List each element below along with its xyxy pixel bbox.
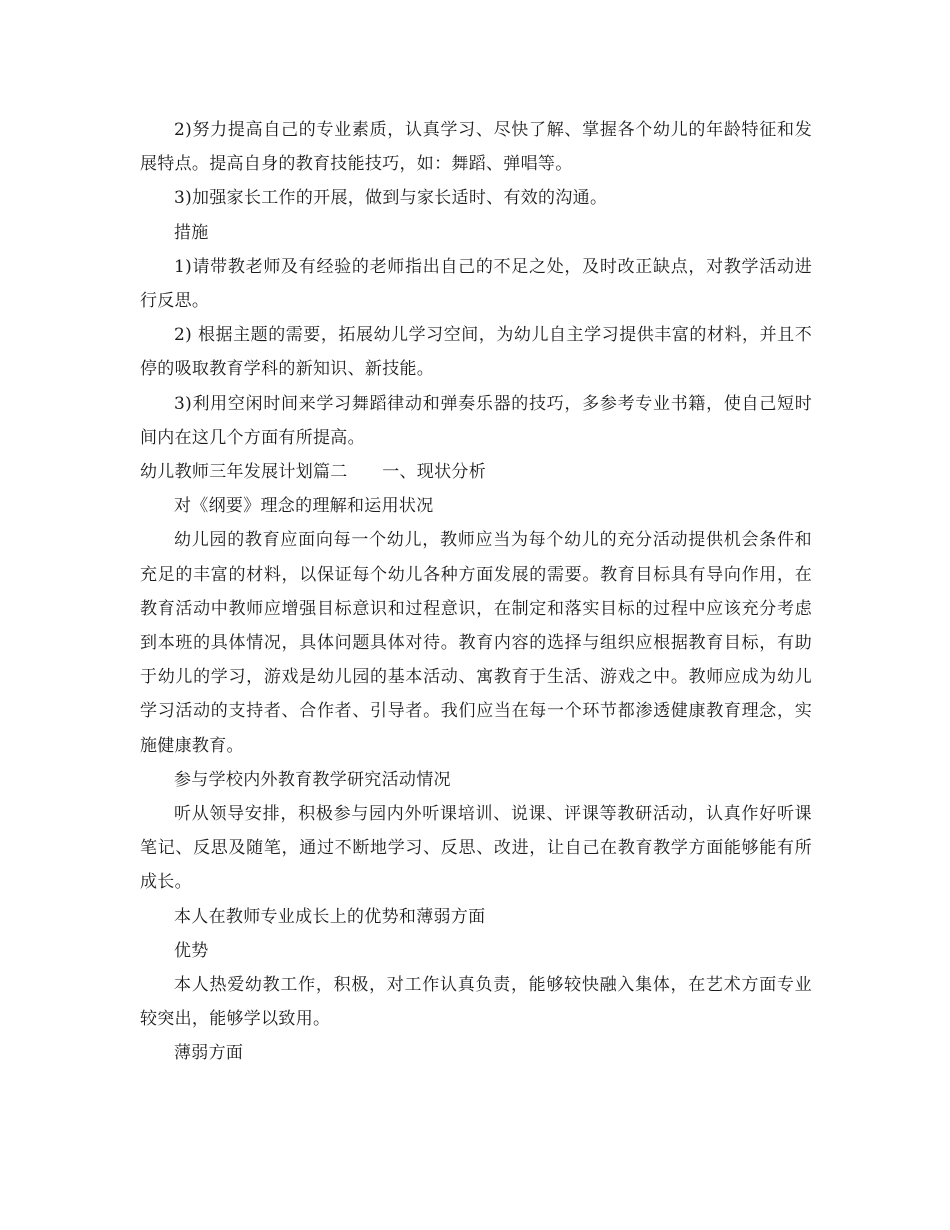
paragraph: 2) 根据主题的需要，拓展幼儿学习空间，为幼儿自主学习提供丰富的材料，并且不停的吸取教育学科的新知识、新技能。 (140, 325, 812, 380)
paragraph: 本人热爱幼教工作，积极，对工作认真负责，能够较快融入集体，在艺术方面专业较突出，能够学以致用。 (140, 975, 812, 1030)
paragraph: 幼儿园的教育应面向每一个幼儿，教师应当为每个幼儿的充分活动提供机会条件和充足的丰富的材料，以保证每个幼儿各种方面发展的需要。教育目标具有导向作用，在教育活动中教师应增强目标意识和过程意识，在制定和落实目标的过程中应该充分考虑到本班的具体情况，具体问题具体对待。教育内容的选择与组织应根据教育目标，有助于幼儿的学习，游戏是幼儿园的基本活动、寓教育于生活、游戏之中。教师应成为幼儿学习活动的支持者、合作者、引导者。我们应当在每一个环节都渗透健康教育理念，实施健康教育。 (140, 530, 812, 756)
section-heading: 本人在教师专业成长上的优势和薄弱方面 (174, 906, 486, 927)
paragraph: 3)加强家长工作的开展，做到与家长适时、有效的沟通。 (174, 188, 608, 209)
paragraph: 听从领导安排，积极参与园内外听课培训、说课、评课等教研活动，认真作好听课笔记、反思及随笔，通过不断地学习、反思、改进，让自己在教育教学方面能够能有所成长。 (140, 804, 812, 893)
paragraph: 3)利用空闲时间来学习舞蹈律动和弹奏乐器的技巧，多参考专业书籍，使自己短时间内在这几个方面有所提高。 (140, 393, 812, 448)
section-heading: 参与学校内外教育教学研究活动情况 (174, 769, 451, 790)
paragraph: 1)请带教老师及有经验的老师指出自己的不足之处，及时改正缺点，对教学活动进行反思。 (140, 256, 812, 312)
section-heading: 对《纲要》理念的理解和运用状况 (174, 496, 434, 517)
chapter-heading: 幼儿教师三年发展计划篇二 一、现状分析 (140, 462, 486, 483)
document-body (140, 113, 812, 1071)
section-heading: 措施 (174, 222, 209, 243)
section-heading: 优势 (174, 940, 209, 961)
section-heading: 薄弱方面 (174, 1043, 244, 1064)
paragraph: 2)努力提高自己的专业素质，认真学习、尽快了解、掌握各个幼儿的年龄特征和发展特点。提高自身的教育技能技巧，如：舞蹈、弹唱等。 (140, 120, 812, 175)
